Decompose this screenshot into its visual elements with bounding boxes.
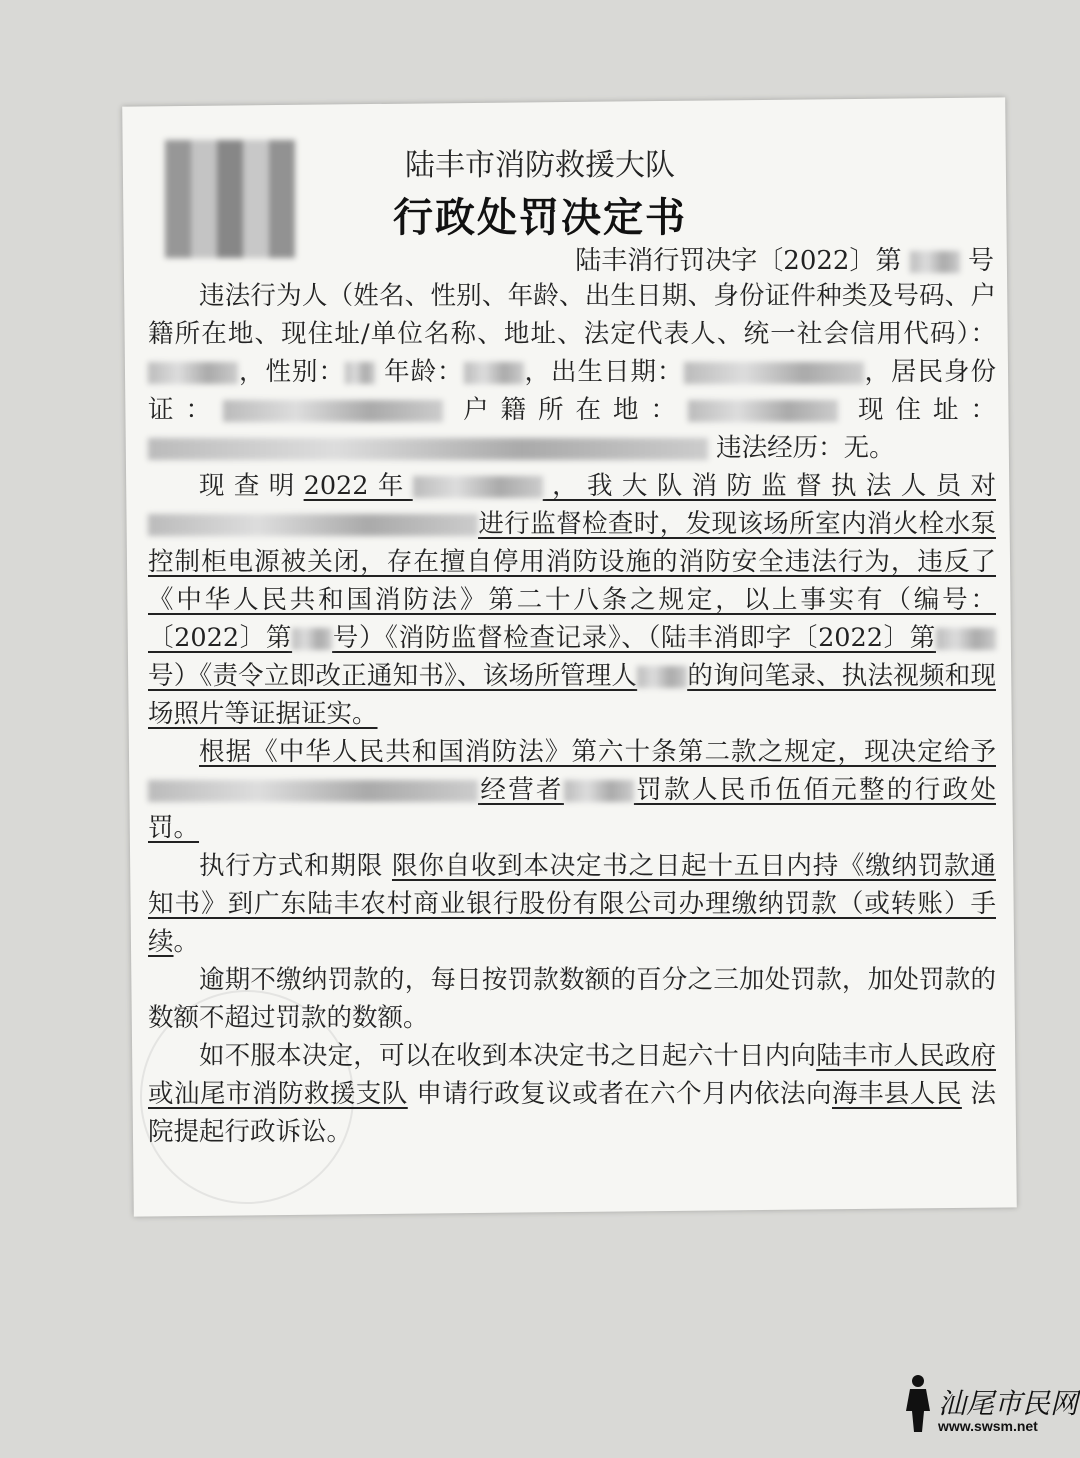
- watermark-brand: 汕尾市民网: [938, 1387, 1079, 1420]
- paragraph-decision: 根据《中华人民共和国消防法》第六十条第二款之规定，现决定给予经营者 罚款人民币伍佰元整的行政处罚。: [148, 737, 996, 843]
- person-silhouette-icon: [900, 1374, 936, 1434]
- document-number: 陆丰消行罚决字〔2022〕第 号: [575, 246, 994, 276]
- paragraph-execution: 执行方式和期限 限你自收到本决定书之日起十五日内持《缴纳罚款通知书》到广东陆丰农村商业银行股份有限公司办理缴纳罚款（或转账）手续。: [148, 851, 996, 957]
- paragraph-appeal: 如不服本决定，可以在收到本决定书之日起六十日内向陆丰市人民政府或汕尾市消防救援支队 申请行政复议或者在六个月内依法向海丰县人民 法院提起行政诉讼。: [148, 1041, 996, 1147]
- issuing-unit: 陆丰市消防救援大队: [405, 148, 675, 183]
- site-watermark: [900, 1374, 1079, 1444]
- redacted-number: [910, 251, 960, 273]
- watermark-url: www.swsm.net: [938, 1418, 1038, 1434]
- paragraph-facts: 现查明2022年 ，我大队消防监督执法人员对进行监督检查时，发现该场所室内消火栓水泵控制柜电源被关闭，存在擅自停用消防设施的消防安全违法行为，违反了《中华人民共和国消防法》第二十八条之规定，以上事实有（编号：〔2022〕第 号）《消防监督检查记录》、（陆丰消即字〔2022〕第号）《责令立即改正通知书》、该场所管理人 的询问笔录、执法视频和现场照片等证据证实。: [148, 471, 996, 729]
- paragraph-overdue: 逾期不缴纳罚款的，每日按罚款数额的百分之三加处罚款，加处罚款的数额不超过罚款的数额。: [148, 965, 996, 1033]
- paragraph-party: 违法行为人（姓名、性别、年龄、出生日期、身份证件种类及号码、户籍所在地、现住址/单位名称、地址、法定代表人、统一社会信用代码）：，性别： 年龄： ，出生日期： ，居民身份证： 户籍所在地： 现住址： 违法经历：无。: [148, 281, 996, 463]
- document-body: [148, 277, 996, 1151]
- redacted: [148, 362, 238, 384]
- document-title: 行政处罚决定书: [393, 194, 687, 241]
